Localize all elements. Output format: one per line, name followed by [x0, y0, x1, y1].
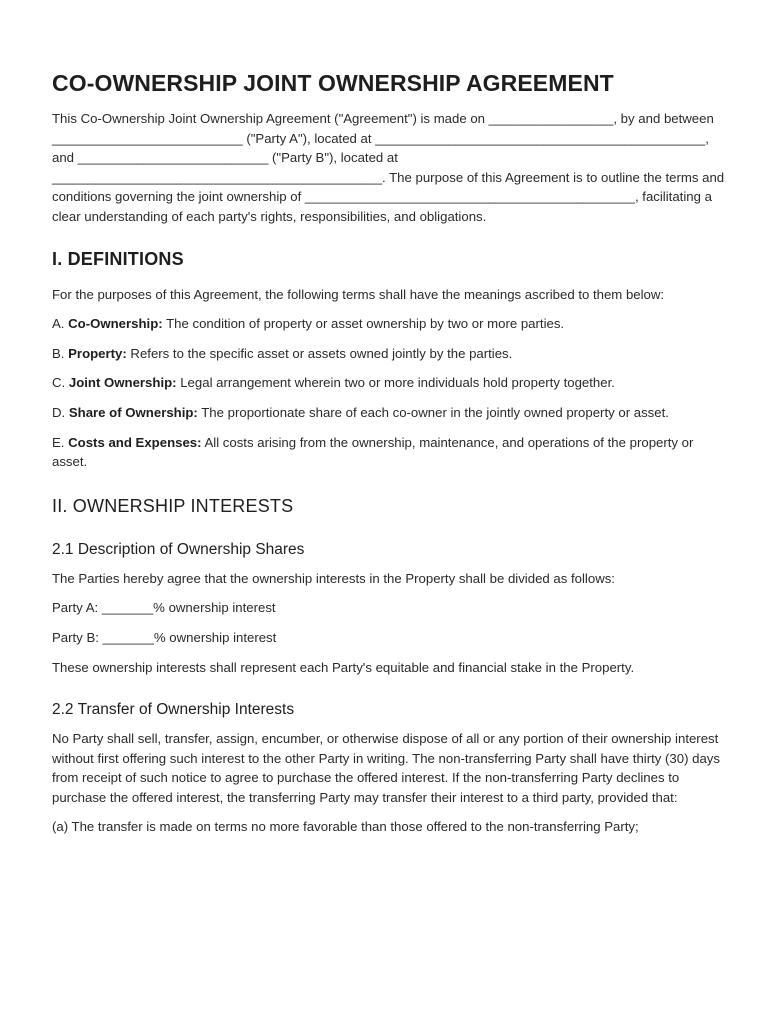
definitions-intro: For the purposes of this Agreement, the following terms shall have the meanings ascribed to them below: [52, 286, 665, 302]
section-2-heading: II. OWNERSHIP INTERESTS [52, 495, 294, 516]
subsection-2-1-heading: 2.1 Description of Ownership Shares [52, 540, 305, 558]
definition-item [52, 403, 726, 423]
definition-item [52, 314, 726, 334]
section-1-heading [52, 249, 726, 270]
definition-letter: C. [52, 375, 66, 391]
definition-item [52, 433, 726, 472]
definition-text: Refers to the specific asset or assets owned jointly by the parties. [126, 345, 513, 361]
definition-item [52, 373, 726, 393]
definition-text: The proportionate share of each co-owner in the jointly owned property or asset. [197, 404, 669, 420]
definition-text: The condition of property or asset ownership by two or more parties. [162, 316, 565, 332]
definition-letter: A. [52, 316, 65, 332]
party-a-share: Party A: _______% ownership interest [52, 600, 276, 616]
definition-text: All costs arising from the ownership, maintenance, and operations of the property or asset. [52, 434, 694, 470]
shares-summary: These ownership interests shall represent each Party's equitable and financial stake in the Property. [52, 659, 635, 675]
definition-item [52, 344, 726, 364]
definition-term: Joint Ownership: [68, 375, 177, 391]
definition-term: Property: [68, 345, 127, 361]
definition-text: Legal arrangement wherein two or more individuals hold property together. [176, 375, 615, 391]
transfer-condition-a: (a) The transfer is made on terms no more favorable than those offered to the non-transferring Party; [52, 819, 639, 835]
transfer-paragraph: No Party shall sell, transfer, assign, encumber, or otherwise dispose of all or any portion of their ownership interest without first offering such interest to the other Party in writing. The non-transferring Party shall have thirty (30) days from receipt of such notice to agree to purchase the offered interest. If the non-transferring Party declines to purchase the offered interest, the transferring Party may transfer their interest to a third party, provided that: [52, 731, 720, 805]
definition-letter: D. [52, 404, 66, 420]
subsection-2-2-heading: 2.2 Transfer of Ownership Interests [52, 701, 295, 719]
shares-intro: The Parties hereby agree that the ownership interests in the Property shall be divided as follows: [52, 570, 615, 586]
intro-paragraph: This Co-Ownership Joint Ownership Agreement ("Agreement") is made on _________________, by and between __________________________ ("Party A"), located at _____________________________________________, and __________________________ ("Party B"), located at _____________________________________________. The purpose of this Agreement is to outline the terms and conditions governing the joint ownership of _____________________________________________, facilitating a clear understanding of each party's rights, responsibilities, and obligations. [52, 111, 725, 224]
party-b-share: Party B: _______% ownership interest [52, 629, 277, 645]
definition-letter: B. [52, 345, 65, 361]
definition-term: Co-Ownership: [68, 316, 163, 332]
definition-term: Share of Ownership: [68, 404, 198, 420]
document-title: CO-OWNERSHIP JOINT OWNERSHIP AGREEMENT [52, 70, 614, 96]
definition-term: Costs and Expenses: [68, 434, 202, 450]
section-1-heading-text: I. DEFINITIONS [52, 248, 184, 269]
definition-letter: E. [52, 434, 65, 450]
